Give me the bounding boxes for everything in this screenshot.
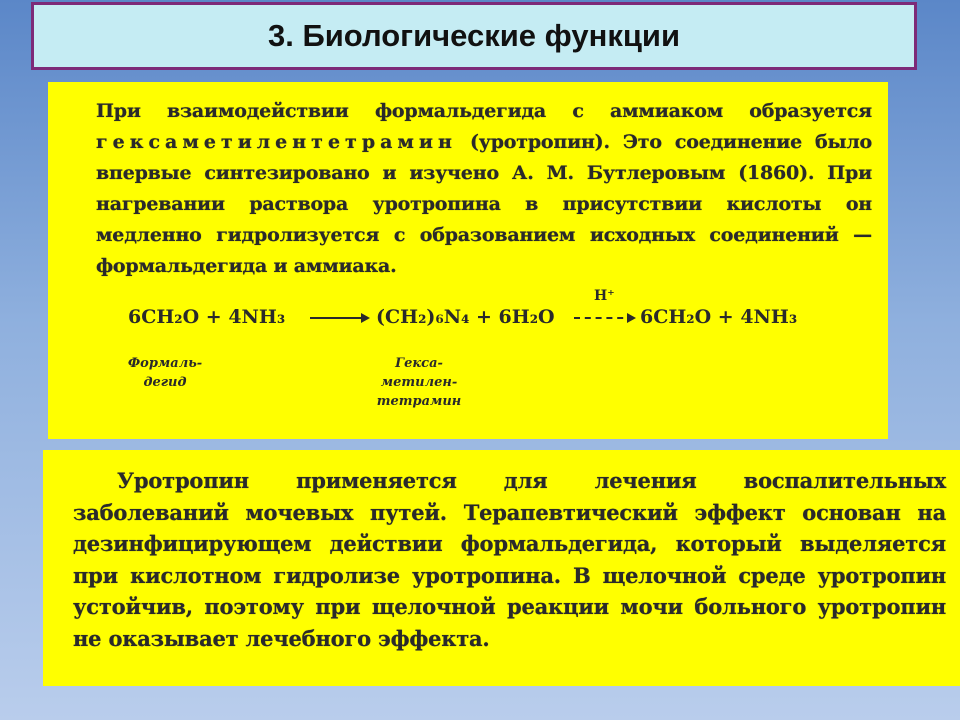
urotropin-usage-panel	[43, 450, 960, 686]
formaldehyde-caption: Формаль- дегид	[127, 356, 203, 390]
synthesis-text-a: При взаимодействии формальдегида с аммиаком образуется	[96, 100, 872, 122]
equation-catalyst: H⁺	[594, 288, 615, 304]
equation-reactants: 6CH₂O + 4NH₃	[128, 306, 286, 328]
usage-paragraph: Уротропин применяется для лечения воспалительных заболеваний мочевых путей. Терапевтический эффект основан на дезинфицирующем действии формальдегида, который выделяется при кислотном гидролизе уротропина. В щелочной среде уротропин устойчив, поэтому при щелочной реакции мочи больного уротропин не оказывает лечебного эффекта.	[73, 468, 946, 651]
hexamethylenetetramine-term: гексаметилентетрамин	[96, 131, 457, 153]
synthesis-paragraph	[96, 96, 872, 282]
hydrolysis-arrow-icon	[574, 317, 634, 319]
synthesis-text-b: (уротропин). Это соединение было впервые синтезировано и изучено А. М. Бутлеровым (1860). При нагревании раствора уротропина в присутствии кислоты он медленно гидролизуется с образованием исходных соединений — формальдегида и аммиака.	[96, 131, 873, 277]
formaldehyde-ammonia-panel	[48, 82, 888, 439]
hexamine-caption: Гекса- метилен- тетрамин	[376, 356, 462, 409]
reaction-equation	[128, 288, 828, 334]
equation-products-2: 6CH₂O + 4NH₃	[640, 306, 798, 328]
equation-products-1: (CH₂)₆N₄ + 6H₂O	[376, 306, 555, 328]
slide-title: 3. Биологические функции	[267, 18, 681, 53]
slide-title-box	[31, 2, 917, 70]
reaction-arrow-icon	[310, 317, 368, 319]
